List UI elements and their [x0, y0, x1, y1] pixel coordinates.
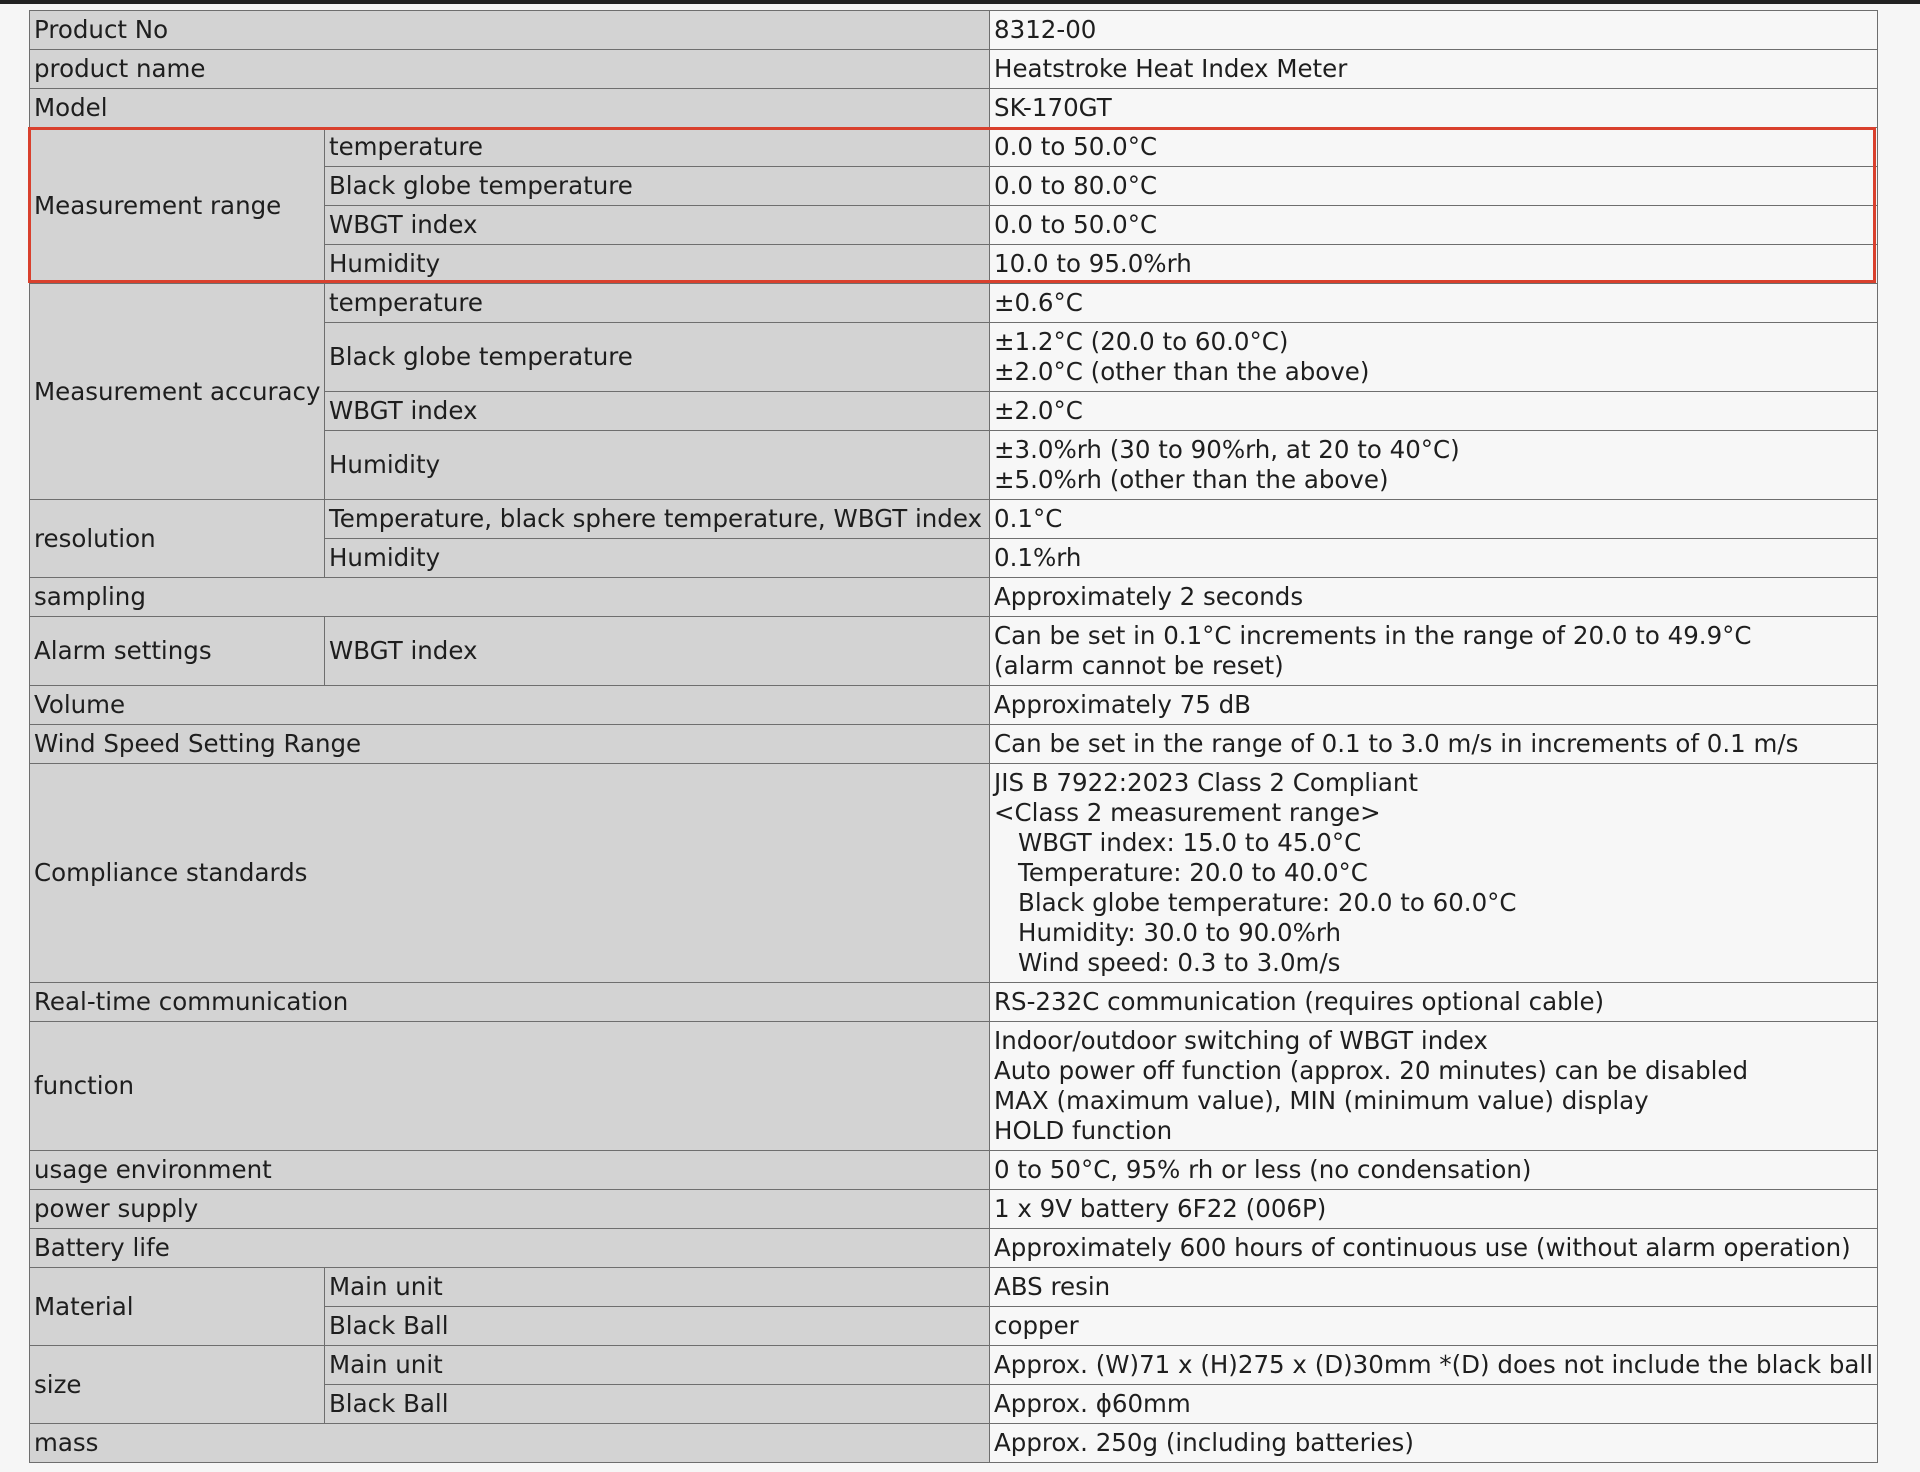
row-label: Model — [30, 89, 990, 128]
table-row-usage-environment — [30, 1151, 1878, 1190]
value-line: Can be set in 0.1°C increments in the range of 20.0 to 49.9°C — [994, 621, 1752, 650]
row-value — [990, 323, 1878, 392]
value-line: Black globe temperature: 20.0 to 60.0°C — [1018, 888, 1517, 917]
row-value: 8312-00 — [990, 11, 1878, 50]
sub-label: WBGT index — [325, 617, 990, 686]
sub-label: temperature — [325, 284, 990, 323]
row-value: copper — [990, 1307, 1878, 1346]
sub-label: Black Ball — [325, 1385, 990, 1424]
table-row-volume — [30, 686, 1878, 725]
value-line: ±2.0°C (other than the above) — [994, 357, 1370, 386]
row-label: usage environment — [30, 1151, 990, 1190]
sub-label: Black globe temperature — [325, 323, 990, 392]
table-row-alarm-settings — [30, 617, 1878, 686]
row-value: Approx. (W)71 x (H)275 x (D)30mm *(D) does not include the black ball — [990, 1346, 1878, 1385]
value-line: <Class 2 measurement range> — [994, 798, 1381, 827]
table-row-compliance — [30, 764, 1878, 983]
row-label: Wind Speed Setting Range — [30, 725, 990, 764]
row-value: 10.0 to 95.0%rh — [990, 245, 1878, 284]
sub-label: Black globe temperature — [325, 167, 990, 206]
row-value: SK-170GT — [990, 89, 1878, 128]
value-line: Indoor/outdoor switching of WBGT index — [994, 1026, 1488, 1055]
row-value: 1 x 9V battery 6F22 (006P) — [990, 1190, 1878, 1229]
row-value — [990, 764, 1878, 983]
value-line: ±5.0%rh (other than the above) — [994, 465, 1389, 494]
value-line: MAX (maximum value), MIN (minimum value) display — [994, 1086, 1649, 1115]
row-value: Approximately 75 dB — [990, 686, 1878, 725]
row-label: Battery life — [30, 1229, 990, 1268]
sub-label: Humidity — [325, 539, 990, 578]
group-label-measurement-accuracy: Measurement accuracy — [30, 284, 325, 500]
group-label-material: Material — [30, 1268, 325, 1346]
row-label: function — [30, 1022, 990, 1151]
value-line: ±3.0%rh (30 to 90%rh, at 20 to 40°C) — [994, 435, 1460, 464]
sub-label: temperature — [325, 128, 990, 167]
value-line: Temperature: 20.0 to 40.0°C — [1018, 858, 1368, 887]
row-value — [990, 284, 1878, 323]
row-label: sampling — [30, 578, 990, 617]
table-row-product-no — [30, 11, 1878, 50]
row-label: Volume — [30, 686, 990, 725]
value-line: (alarm cannot be reset) — [994, 651, 1284, 680]
row-value: Can be set in the range of 0.1 to 3.0 m/s in increments of 0.1 m/s — [990, 725, 1878, 764]
table-row-range-temperature — [30, 128, 1878, 167]
table-row-product-name — [30, 50, 1878, 89]
sub-label: Main unit — [325, 1346, 990, 1385]
top-edge-bar — [0, 0, 1920, 4]
table-row-accuracy-temperature — [30, 284, 1878, 323]
table-row-sampling — [30, 578, 1878, 617]
table-row-battery-life — [30, 1229, 1878, 1268]
sub-label: Temperature, black sphere temperature, WBGT index — [325, 500, 990, 539]
value-line: Auto power off function (approx. 20 minutes) can be disabled — [994, 1056, 1749, 1085]
row-label: power supply — [30, 1190, 990, 1229]
row-value: 0.1°C — [990, 500, 1878, 539]
table-row-realtime — [30, 983, 1878, 1022]
sub-label: Humidity — [325, 431, 990, 500]
row-label: Real-time communication — [30, 983, 990, 1022]
row-value: Approx. 250g (including batteries) — [990, 1424, 1878, 1463]
row-value — [990, 431, 1878, 500]
table-row-power-supply — [30, 1190, 1878, 1229]
value-line: HOLD function — [994, 1116, 1173, 1145]
row-value: 0.0 to 80.0°C — [990, 167, 1878, 206]
row-value: Heatstroke Heat Index Meter — [990, 50, 1878, 89]
row-label: Compliance standards — [30, 764, 990, 983]
table-row-function — [30, 1022, 1878, 1151]
row-value: Approximately 600 hours of continuous use (without alarm operation) — [990, 1229, 1878, 1268]
value-line: Wind speed: 0.3 to 3.0m/s — [1018, 948, 1341, 977]
sub-label: WBGT index — [325, 392, 990, 431]
table-row-mass — [30, 1424, 1878, 1463]
row-value — [990, 1022, 1878, 1151]
row-value: 0.0 to 50.0°C — [990, 206, 1878, 245]
row-value: ABS resin — [990, 1268, 1878, 1307]
group-label-size: size — [30, 1346, 325, 1424]
value-line: Humidity: 30.0 to 90.0%rh — [1018, 918, 1342, 947]
group-label-measurement-range: Measurement range — [30, 128, 325, 284]
row-value — [990, 392, 1878, 431]
row-value: 0.0 to 50.0°C — [990, 128, 1878, 167]
sub-label: Black Ball — [325, 1307, 990, 1346]
value-line: WBGT index: 15.0 to 45.0°C — [1018, 828, 1362, 857]
row-label: mass — [30, 1424, 990, 1463]
row-label: Product No — [30, 11, 990, 50]
row-value: Approx. ϕ60mm — [990, 1385, 1878, 1424]
row-value: RS-232C communication (requires optional cable) — [990, 983, 1878, 1022]
group-label-resolution: resolution — [30, 500, 325, 578]
sub-label: WBGT index — [325, 206, 990, 245]
row-label: Alarm settings — [30, 617, 325, 686]
row-value: Approximately 2 seconds — [990, 578, 1878, 617]
table-row-resolution-temperature — [30, 500, 1878, 539]
table-row-wind-speed — [30, 725, 1878, 764]
value-line: ±2.0°C — [994, 396, 1083, 425]
table-row-material-main-unit — [30, 1268, 1878, 1307]
row-label: product name — [30, 50, 990, 89]
row-value: 0.1%rh — [990, 539, 1878, 578]
table-row-model — [30, 89, 1878, 128]
sub-label: Humidity — [325, 245, 990, 284]
table-row-size-main-unit — [30, 1346, 1878, 1385]
value-line: ±0.6°C — [994, 288, 1083, 317]
row-value — [990, 617, 1878, 686]
spec-table — [29, 10, 1878, 1463]
value-line: JIS B 7922:2023 Class 2 Compliant — [994, 768, 1419, 797]
row-value: 0 to 50°C, 95% rh or less (no condensation) — [990, 1151, 1878, 1190]
sub-label: Main unit — [325, 1268, 990, 1307]
value-line: ±1.2°C (20.0 to 60.0°C) — [994, 327, 1289, 356]
